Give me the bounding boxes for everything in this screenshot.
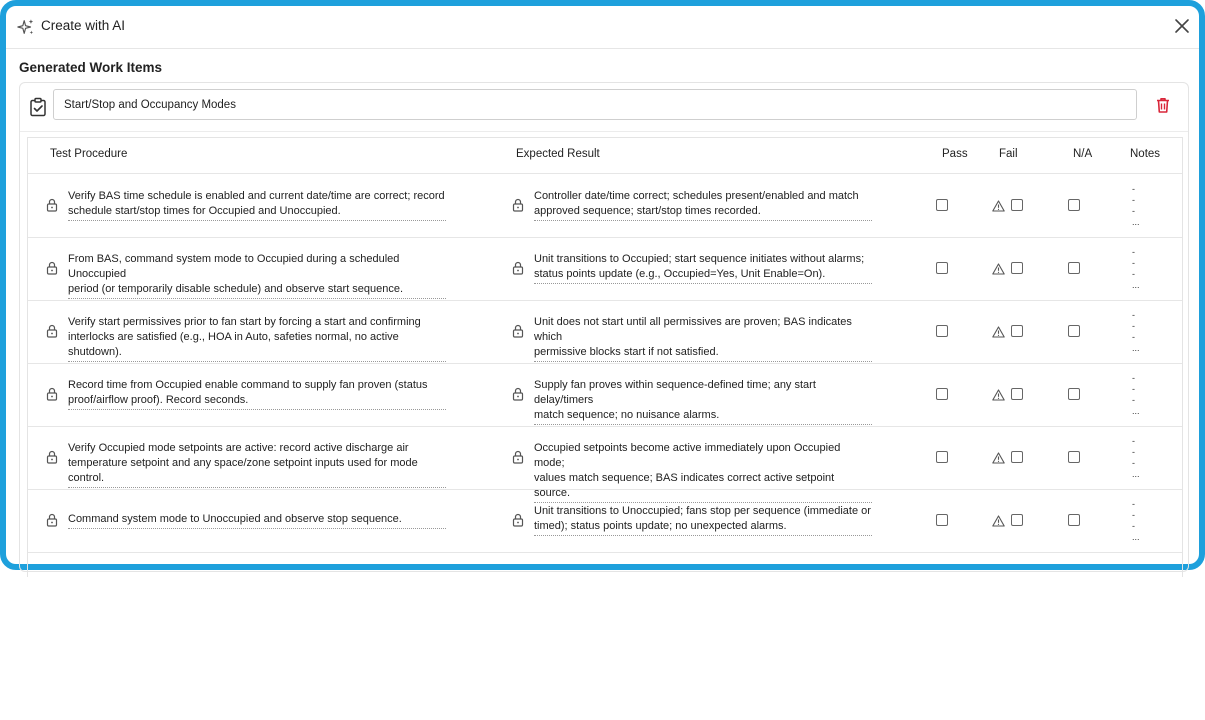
test-procedure-table <box>27 137 1183 577</box>
notes-line[interactable]: - <box>1132 310 1135 320</box>
trash-icon[interactable] <box>1154 96 1172 114</box>
work-item-title-input[interactable] <box>53 89 1137 120</box>
notes-line[interactable]: ... <box>1132 343 1140 353</box>
result-line: Controller date/time correct; schedules present/enabled and match <box>534 190 859 202</box>
pass-checkbox[interactable] <box>936 325 948 337</box>
procedure-cell[interactable] <box>68 378 446 410</box>
warning-icon <box>992 262 1005 274</box>
card-divider <box>20 131 1188 132</box>
header-na: N/A <box>1073 148 1093 160</box>
notes-line[interactable]: - <box>1132 195 1135 205</box>
notes-line[interactable]: - <box>1132 436 1135 446</box>
result-line: Unit does not start until all permissives are proven; BAS indicates which <box>534 316 852 343</box>
table-row <box>28 426 1182 499</box>
procedure-cell[interactable] <box>68 189 446 221</box>
lock-icon <box>512 450 524 464</box>
notes-line[interactable]: - <box>1132 373 1135 383</box>
notes-line[interactable]: - <box>1132 458 1135 468</box>
procedure-line: Command system mode to Unoccupied and observe stop sequence. <box>68 513 402 525</box>
pass-checkbox[interactable] <box>936 451 948 463</box>
header-expected-result: Expected Result <box>516 148 600 160</box>
na-checkbox[interactable] <box>1068 388 1080 400</box>
lock-icon <box>512 198 524 212</box>
notes-line[interactable]: - <box>1132 447 1135 457</box>
header-notes: Notes <box>1130 148 1161 160</box>
fail-checkbox[interactable] <box>1011 388 1023 400</box>
fail-checkbox[interactable] <box>1011 451 1023 463</box>
pass-checkbox[interactable] <box>936 388 948 400</box>
result-cell[interactable] <box>534 189 872 221</box>
result-line: match sequence; no nuisance alarms. <box>534 409 720 421</box>
procedure-line: temperature setpoint and any space/zone setpoint inputs used for mode control. <box>68 457 418 484</box>
notes-line[interactable]: - <box>1132 521 1135 531</box>
table-row <box>28 489 1182 553</box>
result-line: Unit transitions to Unoccupied; fans stop per sequence (immediate or <box>534 505 871 517</box>
lock-icon <box>46 513 58 527</box>
pass-checkbox[interactable] <box>936 199 948 211</box>
notes-line[interactable]: - <box>1132 247 1135 257</box>
na-checkbox[interactable] <box>1068 262 1080 274</box>
procedure-line: period (or temporarily disable schedule) and observe start sequence. <box>68 283 404 295</box>
lock-icon <box>46 450 58 464</box>
result-line: approved sequence; start/stop times recorded. <box>534 205 761 217</box>
lock-icon <box>46 324 58 338</box>
table-row <box>28 363 1182 427</box>
result-line: status points update (e.g., Occupied=Yes, Unit Enable=On). <box>534 268 826 280</box>
table-row <box>28 237 1182 301</box>
fail-checkbox[interactable] <box>1011 325 1023 337</box>
notes-line[interactable]: - <box>1132 269 1135 279</box>
clipboard-check-icon <box>28 97 48 117</box>
notes-line[interactable]: - <box>1132 395 1135 405</box>
procedure-line: Verify start permissives prior to fan start by forcing a start and confirming <box>68 316 421 328</box>
header-pass: Pass <box>942 148 968 160</box>
lock-icon <box>512 324 524 338</box>
work-item-card <box>19 82 1189 572</box>
notes-line[interactable]: ... <box>1132 532 1140 542</box>
notes-line[interactable]: - <box>1132 258 1135 268</box>
lock-icon <box>512 387 524 401</box>
procedure-cell[interactable] <box>68 512 446 529</box>
notes-line[interactable]: - <box>1132 321 1135 331</box>
notes-line[interactable]: - <box>1132 206 1135 216</box>
result-cell[interactable] <box>534 252 872 284</box>
procedure-cell[interactable] <box>68 252 446 299</box>
result-line: timed); status points update; no unexpected alarms. <box>534 520 787 532</box>
notes-line[interactable]: - <box>1132 510 1135 520</box>
lock-icon <box>46 198 58 212</box>
pass-checkbox[interactable] <box>936 514 948 526</box>
procedure-line: From BAS, command system mode to Occupied during a scheduled Unoccupied <box>68 253 400 280</box>
procedure-cell[interactable] <box>68 441 446 488</box>
result-line: Occupied setpoints become active immediately upon Occupied mode; <box>534 442 841 469</box>
lock-icon <box>46 261 58 275</box>
result-line: Unit transitions to Occupied; start sequence initiates without alarms; <box>534 253 865 265</box>
notes-line[interactable]: ... <box>1132 469 1140 479</box>
result-line: permissive blocks start if not satisfied. <box>534 346 719 358</box>
procedure-line: interlocks are satisfied (e.g., HOA in Auto, safeties normal, no active shutdown). <box>68 331 399 358</box>
notes-line[interactable]: - <box>1132 384 1135 394</box>
notes-line[interactable]: - <box>1132 184 1135 194</box>
table-row <box>28 300 1182 364</box>
pass-checkbox[interactable] <box>936 262 948 274</box>
procedure-line: Record time from Occupied enable command to supply fan proven (status <box>68 379 428 391</box>
warning-icon <box>992 325 1005 337</box>
result-cell[interactable] <box>534 315 872 362</box>
warning-icon <box>992 451 1005 463</box>
notes-line[interactable]: ... <box>1132 280 1140 290</box>
dialog-title: Create with AI <box>41 18 126 33</box>
na-checkbox[interactable] <box>1068 199 1080 211</box>
warning-icon <box>992 514 1005 526</box>
table-row <box>28 174 1182 238</box>
result-line: values match sequence; BAS indicates correct active setpoint source. <box>534 472 835 499</box>
fail-checkbox[interactable] <box>1011 262 1023 274</box>
na-checkbox[interactable] <box>1068 325 1080 337</box>
na-checkbox[interactable] <box>1068 514 1080 526</box>
dialog-header <box>6 6 1199 49</box>
sparkle-icon <box>17 18 35 36</box>
na-checkbox[interactable] <box>1068 451 1080 463</box>
close-icon[interactable] <box>1171 15 1193 37</box>
warning-icon <box>992 388 1005 400</box>
procedure-line: schedule start/stop times for Occupied and Unoccupied. <box>68 205 341 217</box>
procedure-line: Verify Occupied mode setpoints are active: record active discharge air <box>68 442 409 454</box>
result-cell[interactable] <box>534 378 872 425</box>
procedure-line: Verify BAS time schedule is enabled and current date/time are correct; record <box>68 190 445 202</box>
result-line: Supply fan proves within sequence-defined time; any start delay/timers <box>534 379 816 406</box>
notes-line[interactable]: - <box>1132 499 1135 509</box>
lock-icon <box>512 261 524 275</box>
notes-line[interactable]: ... <box>1132 406 1140 416</box>
warning-icon <box>992 199 1005 211</box>
procedure-line: proof/airflow proof). Record seconds. <box>68 394 249 406</box>
notes-line[interactable]: ... <box>1132 217 1140 227</box>
fail-checkbox[interactable] <box>1011 199 1023 211</box>
notes-line[interactable]: - <box>1132 332 1135 342</box>
lock-icon <box>512 513 524 527</box>
lock-icon <box>46 387 58 401</box>
procedure-cell[interactable] <box>68 315 446 362</box>
fail-checkbox[interactable] <box>1011 514 1023 526</box>
header-test-procedure: Test Procedure <box>50 148 128 160</box>
header-fail: Fail <box>999 148 1018 160</box>
section-title: Generated Work Items <box>19 60 163 75</box>
result-cell[interactable] <box>534 504 872 536</box>
